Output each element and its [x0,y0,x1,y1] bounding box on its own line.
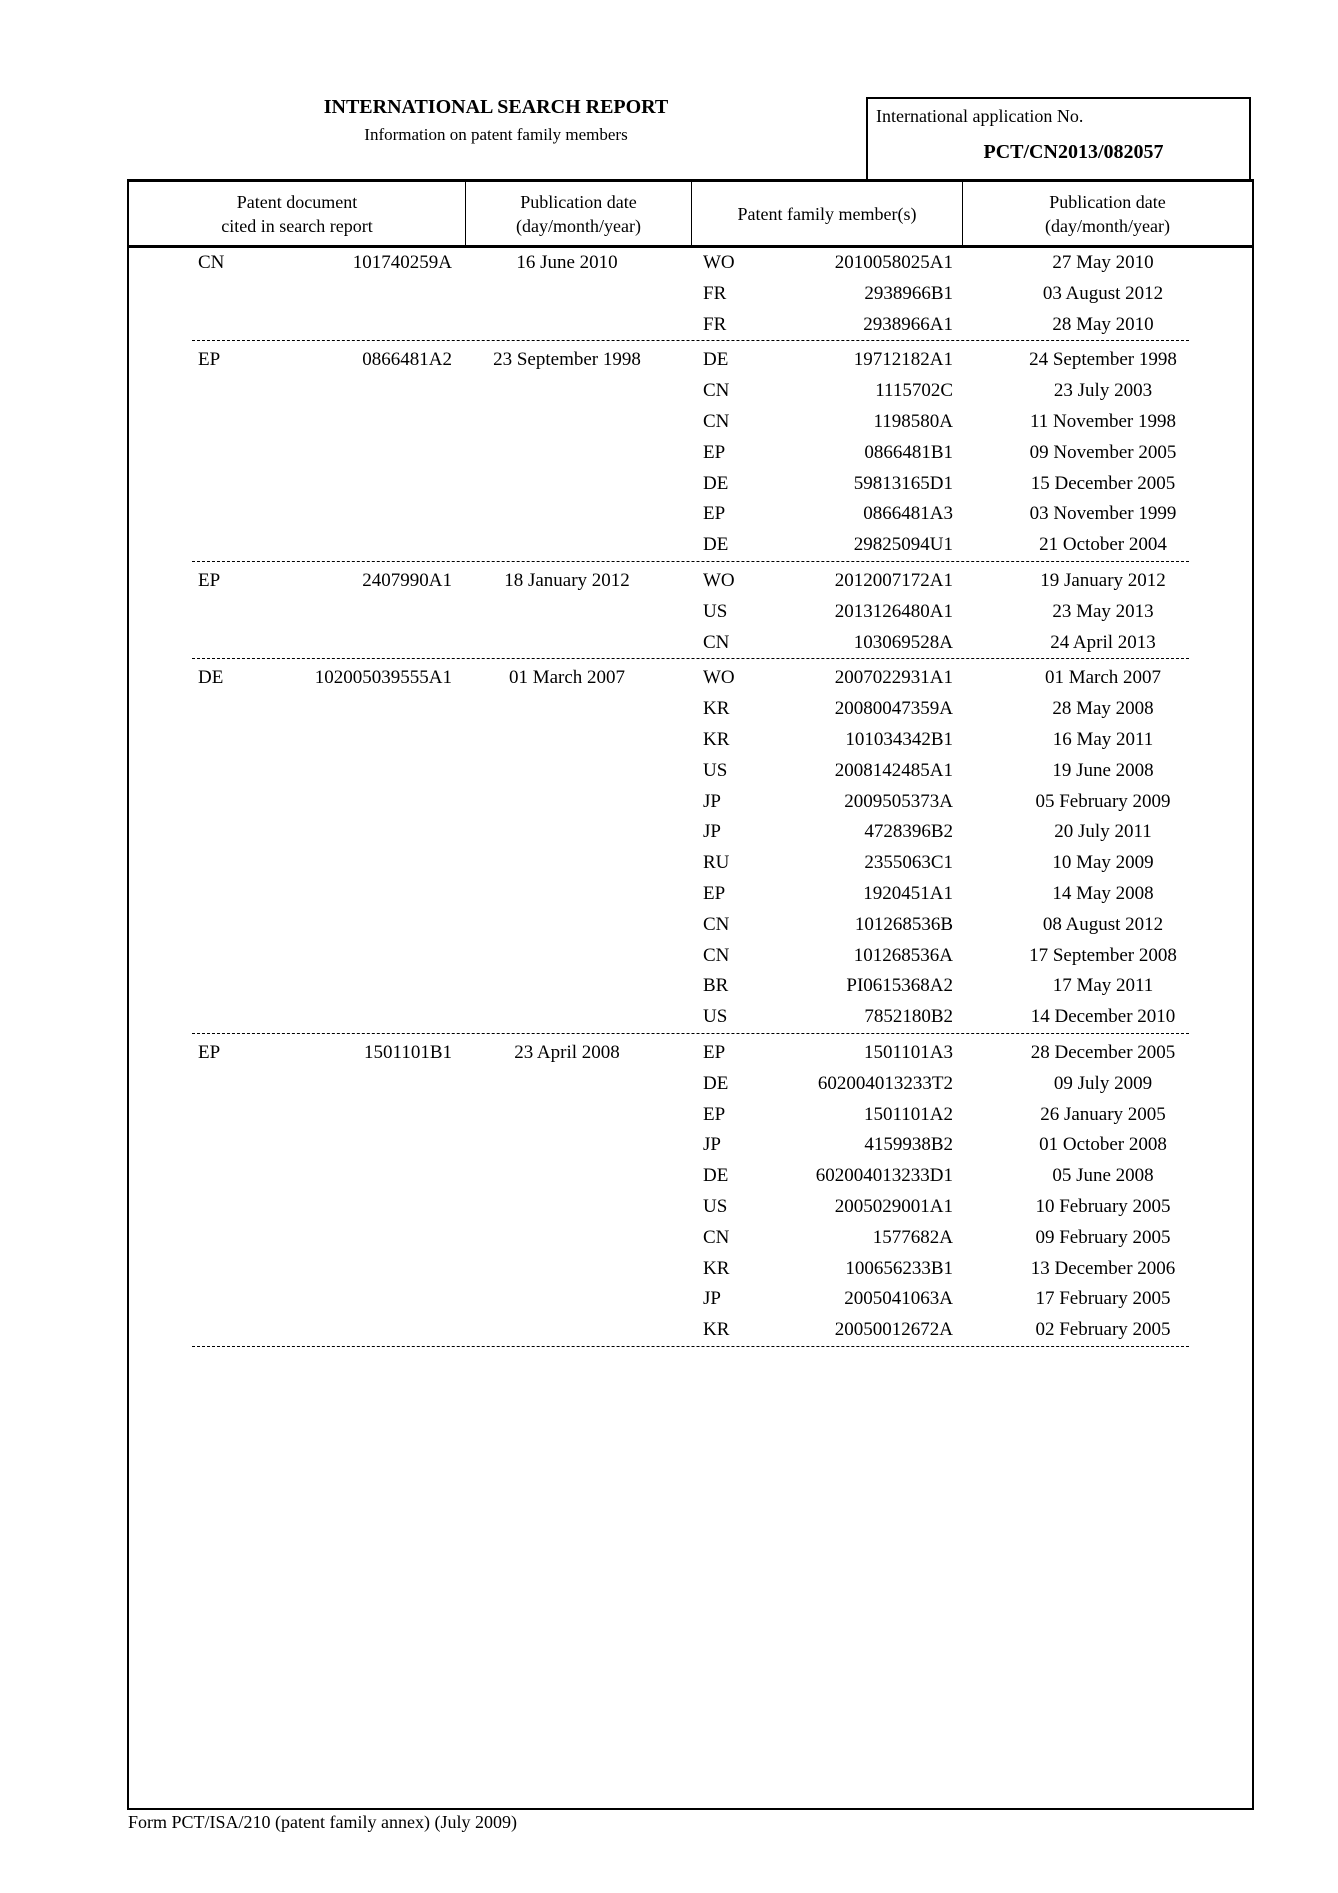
member-date: 23 July 2003 [978,376,1228,407]
member-number: 103069528A [854,628,953,659]
col-publication-date: Publication date (day/month/year) [466,182,692,245]
form-footer: Form PCT/ISA/210 (patent family annex) (July 2009) [128,1812,517,1833]
table-row [192,566,1189,597]
cited-country: EP [198,1038,220,1069]
table-row [192,1315,1189,1346]
table-row [192,628,1189,659]
table-row [192,1192,1189,1223]
member-date: 09 July 2009 [978,1069,1228,1100]
member-number: 2005041063A [844,1284,953,1315]
member-date: 28 December 2005 [978,1038,1228,1069]
member-country: RU [703,848,729,879]
member-date: 02 February 2005 [978,1315,1228,1346]
member-country: WO [703,663,735,694]
member-country: DE [703,1161,728,1192]
member-number: 602004013233T2 [818,1069,953,1100]
member-number: 101034342B1 [845,725,953,756]
table-row [192,817,1189,848]
table-row [192,910,1189,941]
member-number: 59813165D1 [854,469,953,500]
member-date: 27 May 2010 [978,248,1228,279]
cited-date: 16 June 2010 [447,248,687,279]
member-date: 17 February 2005 [978,1284,1228,1315]
table-row [192,725,1189,756]
member-number: 7852180B2 [864,1002,953,1033]
member-country: KR [703,1315,729,1346]
cited-date: 23 April 2008 [447,1038,687,1069]
table-header [129,182,1252,248]
member-country: CN [703,941,729,972]
patent-group [192,562,1189,659]
table-row [192,1223,1189,1254]
cited-country: DE [198,663,223,694]
table-row [192,1038,1189,1069]
member-date: 23 May 2013 [978,597,1228,628]
member-country: US [703,1192,727,1223]
member-date: 15 December 2005 [978,469,1228,500]
member-date: 17 September 2008 [978,941,1228,972]
table-row [192,376,1189,407]
member-number: 602004013233D1 [816,1161,953,1192]
patent-group [192,248,1189,341]
member-number: 19712182A1 [854,345,953,376]
member-date: 01 March 2007 [978,663,1228,694]
member-country: EP [703,499,725,530]
member-country: JP [703,817,721,848]
member-date: 01 October 2008 [978,1130,1228,1161]
table-row [192,787,1189,818]
member-number: 2355063C1 [864,848,953,879]
application-number-label: International application No. [876,106,1083,127]
table-row [192,1254,1189,1285]
member-date: 10 February 2005 [978,1192,1228,1223]
member-date: 16 May 2011 [978,725,1228,756]
cited-number: 1501101B1 [364,1038,452,1069]
member-date: 24 April 2013 [978,628,1228,659]
member-country: US [703,756,727,787]
member-date: 08 August 2012 [978,910,1228,941]
member-country: FR [703,279,726,310]
member-number: 20080047359A [835,694,953,725]
member-country: WO [703,248,735,279]
member-country: US [703,597,727,628]
member-number: 2008142485A1 [835,756,953,787]
member-number: 20050012672A [835,1315,953,1346]
application-number-box [866,97,1251,180]
member-country: DE [703,1069,728,1100]
member-date: 05 February 2009 [978,787,1228,818]
table-row [192,971,1189,1002]
table-row [192,694,1189,725]
member-date: 21 October 2004 [978,530,1228,561]
member-country: JP [703,1284,721,1315]
table-row [192,345,1189,376]
table-row [192,1100,1189,1131]
member-number: 2012007172A1 [835,566,953,597]
member-date: 24 September 1998 [978,345,1228,376]
report-title: INTERNATIONAL SEARCH REPORT [296,96,696,119]
table-row [192,438,1189,469]
member-country: CN [703,1223,729,1254]
col-family-members: Patent family member(s) [692,182,963,245]
table-row [192,756,1189,787]
table-row [192,848,1189,879]
member-date: 09 February 2005 [978,1223,1228,1254]
cited-country: EP [198,566,220,597]
member-number: 1115702C [875,376,953,407]
cited-date: 23 September 1998 [447,345,687,376]
member-number: 2005029001A1 [835,1192,953,1223]
cited-number: 2407990A1 [362,566,452,597]
table-row [192,1161,1189,1192]
table-row [192,1002,1189,1033]
member-date: 11 November 1998 [978,407,1228,438]
table-row [192,407,1189,438]
member-date: 03 November 1999 [978,499,1228,530]
member-country: KR [703,725,729,756]
member-date: 17 May 2011 [978,971,1228,1002]
member-number: 2938966A1 [863,310,953,341]
member-country: DE [703,345,728,376]
member-date: 26 January 2005 [978,1100,1228,1131]
member-number: 1501101A2 [864,1100,953,1131]
member-date: 13 December 2006 [978,1254,1228,1285]
member-date: 03 August 2012 [978,279,1228,310]
member-number: 1501101A3 [864,1038,953,1069]
cited-date: 18 January 2012 [447,566,687,597]
member-country: DE [703,530,728,561]
member-number: 4728396B2 [864,817,953,848]
member-number: 2007022931A1 [835,663,953,694]
member-country: EP [703,438,725,469]
table-body [129,248,1252,1347]
cited-country: CN [198,248,224,279]
member-country: CN [703,628,729,659]
member-date: 09 November 2005 [978,438,1228,469]
table-row [192,597,1189,628]
member-number: 0866481B1 [864,438,953,469]
member-date: 14 December 2010 [978,1002,1228,1033]
member-country: CN [703,376,729,407]
member-country: FR [703,310,726,341]
report-subtitle: Information on patent family members [296,125,696,145]
member-number: 2013126480A1 [835,597,953,628]
table-row [192,663,1189,694]
table-row [192,279,1189,310]
member-number: 1198580A [873,407,953,438]
member-number: 0866481A3 [863,499,953,530]
member-date: 20 July 2011 [978,817,1228,848]
table-row [192,469,1189,500]
member-country: EP [703,879,725,910]
member-number: 1920451A1 [863,879,953,910]
member-date: 05 June 2008 [978,1161,1228,1192]
member-date: 10 May 2009 [978,848,1228,879]
table-row [192,1069,1189,1100]
member-number: 2010058025A1 [835,248,953,279]
member-number: 29825094U1 [854,530,953,561]
patent-group [192,659,1189,1034]
member-number: 101268536A [854,941,953,972]
patent-group [192,341,1189,562]
cited-number: 101740259A [353,248,452,279]
patent-family-table [127,179,1254,1810]
col-family-publication-date: Publication date (day/month/year) [963,182,1252,245]
member-country: CN [703,910,729,941]
member-country: JP [703,1130,721,1161]
member-country: KR [703,1254,729,1285]
member-country: JP [703,787,721,818]
application-number: PCT/CN2013/082057 [868,141,1249,164]
member-country: WO [703,566,735,597]
member-country: EP [703,1038,725,1069]
table-row [192,941,1189,972]
member-country: CN [703,407,729,438]
member-country: US [703,1002,727,1033]
member-number: 2009505373A [844,787,953,818]
member-date: 14 May 2008 [978,879,1228,910]
table-row [192,248,1189,279]
table-row [192,310,1189,341]
table-row [192,1130,1189,1161]
cited-number: 0866481A2 [362,345,452,376]
table-row [192,879,1189,910]
member-date: 19 June 2008 [978,756,1228,787]
member-number: 1577682A [873,1223,953,1254]
table-row [192,499,1189,530]
cited-date: 01 March 2007 [447,663,687,694]
member-country: BR [703,971,728,1002]
member-country: EP [703,1100,725,1131]
member-date: 28 May 2010 [978,310,1228,341]
member-country: DE [703,469,728,500]
col-patent-document: Patent document cited in search report [129,182,466,245]
table-row [192,530,1189,561]
patent-group [192,1034,1189,1347]
member-date: 28 May 2008 [978,694,1228,725]
member-number: 101268536B [855,910,953,941]
member-number: 4159938B2 [864,1130,953,1161]
cited-country: EP [198,345,220,376]
member-country: KR [703,694,729,725]
member-date: 19 January 2012 [978,566,1228,597]
member-number: PI0615368A2 [846,971,953,1002]
cited-number: 102005039555A1 [315,663,452,694]
member-number: 100656233B1 [845,1254,953,1285]
member-number: 2938966B1 [864,279,953,310]
table-row [192,1284,1189,1315]
